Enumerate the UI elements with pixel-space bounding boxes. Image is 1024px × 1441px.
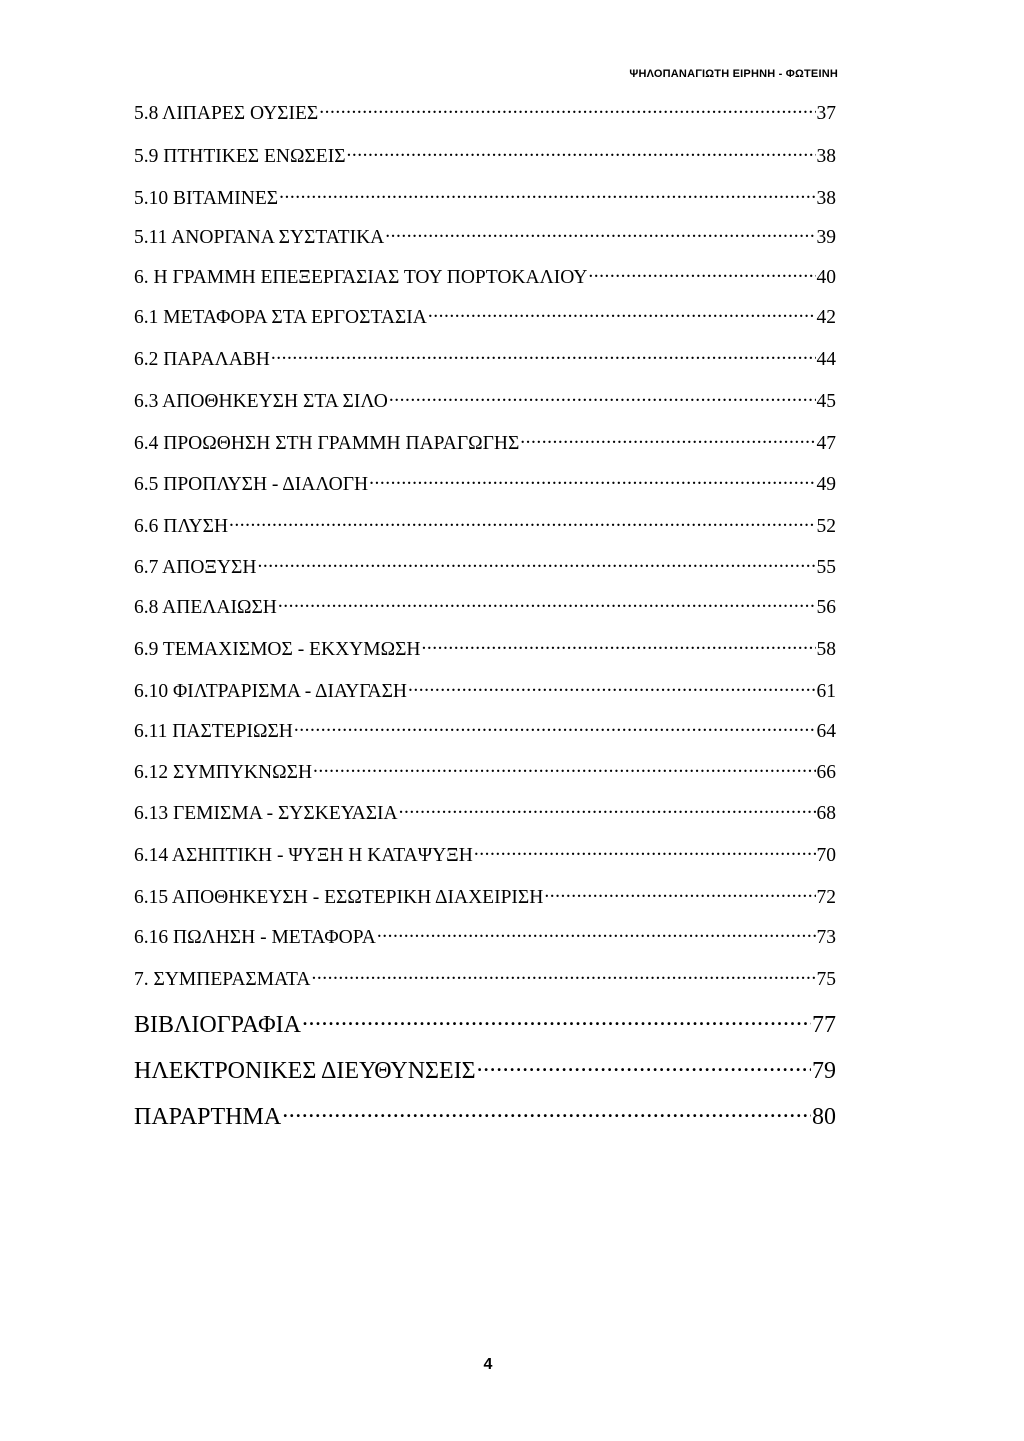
toc-entry-title: 6.8 ΑΠΕΛΑΙΩΣΗ [134, 597, 277, 619]
toc-entry-title: 6.2 ΠΑΡΑΛΑΒΗ [134, 349, 270, 371]
toc-entry-page: 72 [816, 887, 836, 909]
toc-entry-page: 68 [816, 803, 836, 825]
toc-entry-page: 49 [816, 474, 836, 496]
dot-leader [408, 676, 815, 697]
toc-entry [134, 716, 836, 743]
toc-entry-title: 6.16 ΠΩΛΗΣΗ - ΜΕΤΑΦΟΡΑ [134, 927, 376, 949]
toc-entry-title: 6.12 ΣΥΜΠΥΚΝΩΣΗ [134, 762, 313, 784]
toc-entry-title: 6.1 ΜΕΤΑΦΟΡΑ ΣΤΑ ΕΡΓΟΣΤΑΣΙΑ [134, 307, 427, 329]
toc-entry [134, 141, 836, 168]
toc-entry-page: 38 [816, 146, 836, 168]
dot-leader [588, 262, 815, 283]
toc-entry-page: 77 [812, 1012, 836, 1039]
toc-entry-title: 6.5 ΠΡΟΠΛΥΣΗ - ΔΙΑΛΟΓΗ [134, 474, 369, 496]
toc-entry-title: ΠΑΡΑΡΤΗΜΑ [134, 1104, 282, 1131]
toc-entry-title: ΒΙΒΛΙΟΓΡΑΦΙΑ [134, 1012, 301, 1039]
dot-leader [319, 98, 815, 119]
toc-entry [134, 964, 836, 991]
toc-entry-page: 56 [816, 597, 836, 619]
toc-entry [134, 469, 836, 496]
toc-entry [134, 183, 836, 210]
dot-leader [474, 840, 816, 861]
dot-leader [257, 552, 815, 573]
toc-entry-page: 80 [812, 1104, 836, 1131]
toc-entry-title: 6.4 ΠΡΟΩΘΗΣΗ ΣΤΗ ΓΡΑΜΜΗ ΠΑΡΑΓΩΓΗΣ [134, 433, 520, 455]
dot-leader [271, 344, 816, 365]
toc-entry [134, 1006, 836, 1039]
toc-entry-title: 5.10 ΒΙΤΑΜΙΝΕΣ [134, 188, 279, 210]
dot-leader [302, 1006, 811, 1032]
dot-leader [477, 1052, 811, 1078]
toc-entry-page: 64 [816, 721, 836, 743]
toc-entry [134, 386, 836, 413]
toc-entry-page: 79 [812, 1058, 836, 1085]
toc-entry-title: 6.7 ΑΠΟΞΥΣΗ [134, 557, 257, 579]
toc-entry-page: 42 [816, 307, 836, 329]
dot-leader [428, 302, 816, 323]
dot-leader [229, 511, 815, 532]
toc-entry-title: 6.6 ΠΛΥΣΗ [134, 516, 229, 538]
toc-entry [134, 840, 836, 867]
dot-leader [279, 183, 815, 204]
toc-entry [134, 634, 836, 661]
toc-entry-page: 38 [816, 188, 836, 210]
toc-entry-page: 66 [816, 762, 836, 784]
dot-leader [313, 757, 815, 778]
dot-leader [544, 882, 815, 903]
dot-leader [520, 428, 815, 449]
toc-entry [134, 798, 836, 825]
toc-entry-title: 6. Η ΓΡΑΜΜΗ ΕΠΕΞΕΡΓΑΣΙΑΣ ΤΟΥ ΠΟΡΤΟΚΑΛΙΟΥ [134, 267, 588, 289]
toc-entry-page: 58 [816, 639, 836, 661]
toc-entry [134, 98, 836, 125]
toc-entry [134, 262, 836, 289]
toc-entry-page: 40 [816, 267, 836, 289]
toc-entry [134, 882, 836, 909]
toc-entry-page: 45 [816, 391, 836, 413]
toc-entry-page: 47 [816, 433, 836, 455]
toc-entry [134, 428, 836, 455]
toc-entry-title: 5.11 ΑΝΟΡΓΑΝΑ ΣΥΣΤΑΤΙΚΑ [134, 227, 385, 249]
toc-entry [134, 922, 836, 949]
toc-entry-title: 6.14 ΑΣΗΠΤΙΚΗ - ΨΥΞΗ Η ΚΑΤΑΨΥΞΗ [134, 845, 473, 867]
toc-entry-page: 55 [816, 557, 836, 579]
dot-leader [282, 1098, 811, 1124]
toc-entry [134, 592, 836, 619]
toc-entry-title: 5.9 ΠΤΗΤΙΚΕΣ ΕΝΩΣΕΙΣ [134, 146, 346, 168]
toc-entry-page: 70 [816, 845, 836, 867]
toc-entry [134, 1052, 836, 1085]
dot-leader [399, 798, 816, 819]
toc-entry-title: 6.15 ΑΠΟΘΗΚΕΥΣΗ - ΕΣΩΤΕΡΙΚΗ ΔΙΑΧΕΙΡΙΣΗ [134, 887, 544, 909]
toc-entry [134, 552, 836, 579]
dot-leader [385, 222, 815, 243]
dot-leader [311, 964, 815, 985]
toc-entry [134, 1098, 836, 1131]
dot-leader [369, 469, 815, 490]
dot-leader [377, 922, 816, 943]
toc-entry-page: 39 [816, 227, 836, 249]
dot-leader [347, 141, 816, 162]
toc-entry-page: 61 [816, 681, 836, 703]
toc-entry-page: 44 [816, 349, 836, 371]
toc-entry-title: 5.8 ΛΙΠΑΡΕΣ ΟΥΣΙΕΣ [134, 103, 319, 125]
dot-leader [278, 592, 816, 613]
toc-entry-title: ΗΛΕΚΤΡΟΝΙΚΕΣ ΔΙΕΥΘΥΝΣΕΙΣ [134, 1058, 476, 1085]
toc-entry [134, 511, 836, 538]
toc-entry-title: 7. ΣΥΜΠΕΡΑΣΜΑΤΑ [134, 969, 311, 991]
toc-entry-title: 6.11 ΠΑΣΤΕΡΙΩΣΗ [134, 721, 293, 743]
toc-entry-page: 37 [816, 103, 836, 125]
toc-entry [134, 676, 836, 703]
toc-entry-title: 6.13 ΓΕΜΙΣΜΑ - ΣΥΣΚΕΥΑΣΙΑ [134, 803, 398, 825]
toc-entry-title: 6.10 ΦΙΛΤΡΑΡΙΣΜΑ - ΔΙΑΥΓΑΣΗ [134, 681, 408, 703]
toc-entry-page: 73 [816, 927, 836, 949]
dot-leader [389, 386, 816, 407]
toc-entry-page: 75 [816, 969, 836, 991]
dot-leader [422, 634, 816, 655]
dot-leader [294, 716, 816, 737]
toc-entry-page: 52 [816, 516, 836, 538]
page-number: 4 [483, 1356, 493, 1373]
running-header-author: ΨΗΛΟΠΑΝΑΓΙΩΤΗ ΕΙΡΗΝΗ - ΦΩΤΕΙΝΗ [629, 68, 838, 80]
toc-entry-title: 6.3 ΑΠΟΘΗΚΕΥΣΗ ΣΤΑ ΣΙΛΟ [134, 391, 388, 413]
toc-entry [134, 222, 836, 249]
toc-entry [134, 344, 836, 371]
toc-entry [134, 302, 836, 329]
toc-entry-title: 6.9 ΤΕΜΑΧΙΣΜΟΣ - ΕΚΧΥΜΩΣΗ [134, 639, 421, 661]
toc-entry [134, 757, 836, 784]
